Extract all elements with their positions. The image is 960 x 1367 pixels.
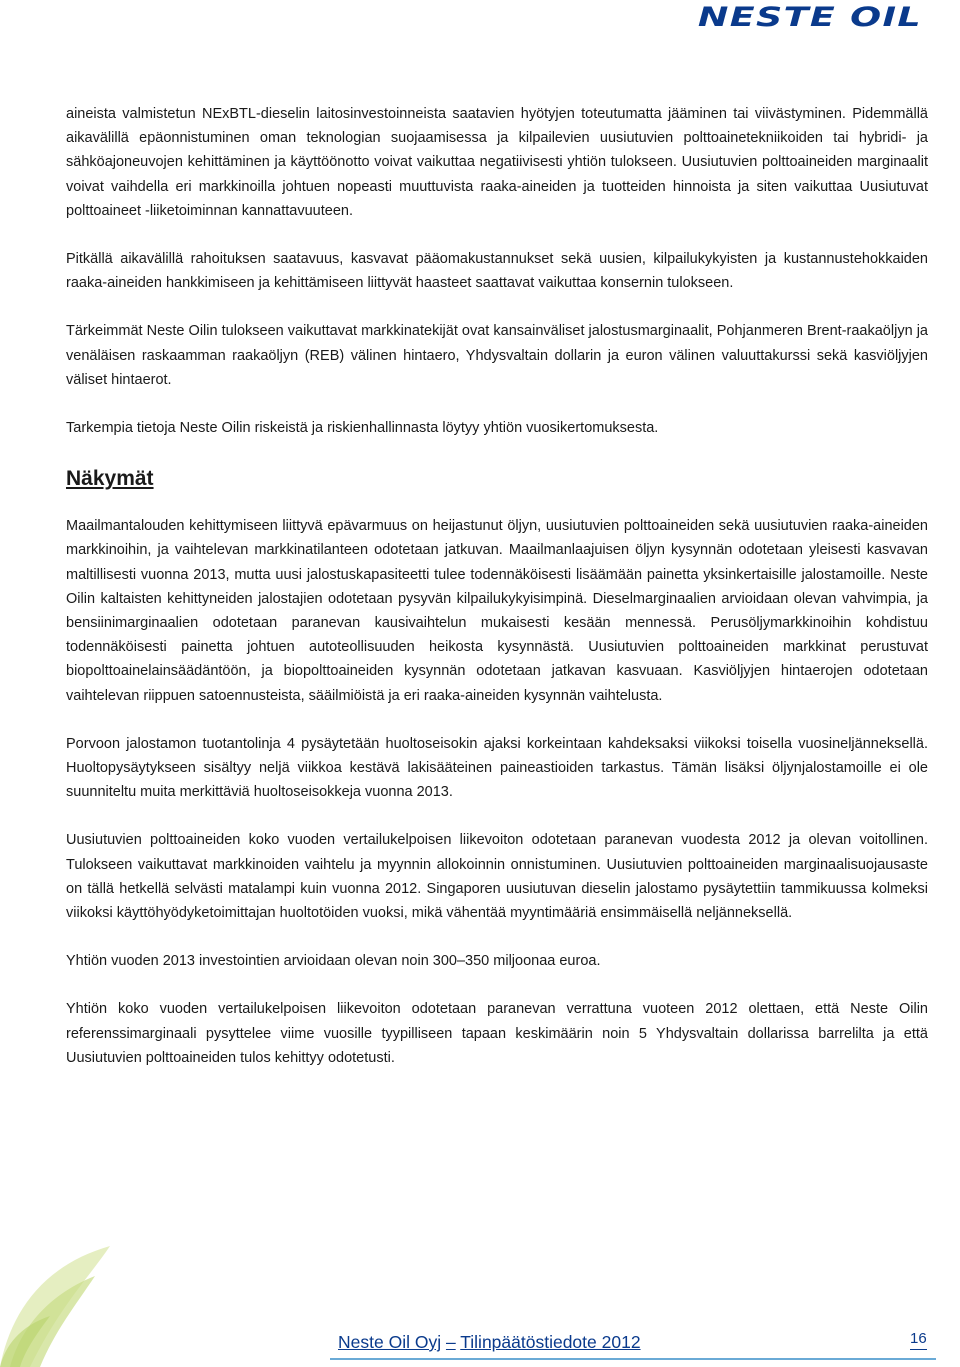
footer-separator: – <box>445 1332 456 1352</box>
footer-title <box>338 1332 641 1353</box>
paragraph-porvoo-shutdown: Porvoon jalostamon tuotantolinja 4 pysäytetään huoltoseisokin ajaksi korkeintaan kahdeksaksi viikoksi toisella vuosineljänneksellä. Huoltopysäytykseen sisältyy neljä viikkoa kestävä lakisääteinen paineastioiden tarkastus. Tämän lisäksi öljynjalostamoille ei ole suunniteltu muita merkittäviä huoltoseisokkeja vuonna 2013. <box>66 735 928 801</box>
section-heading-outlook: Näkymät <box>66 467 154 491</box>
leaf-decoration-icon <box>0 1236 120 1367</box>
paragraph-risks-renewables: aineista valmistetun NExBTL-dieselin laitosinvestoinneista saatavien hyötyjen toteutumatta jääminen tai viivästyminen. Pidemmällä aikavälillä epäonnistuminen oman teknologian suojaamisessa ja kilpailevien uusiutuvien polttoainetekniikoiden tai hybridi- ja sähköajoneuvojen kehittäminen ja käyttöönotto voivat vaikuttaa negatiivisesti yhtiön tulokseen. Uusiutuvien polttoaineiden marginaalit voivat vaihdella eri markkinoilla johtuen nopeasti muuttuvista raaka-aineiden ja tuotteiden hinnoista ja siten vaikuttaa Uusiutuvat polttoaineet -liiketoiminnan kannattavuuteen. <box>66 106 928 219</box>
paragraph-financing-risks: Pitkällä aikavälillä rahoituksen saatavuus, kasvavat pääomakustannukset sekä uusien, kilpailukykyisten ja kustannustehokkaiden raaka-aineiden hankkimiseen ja kehittämiseen liittyvät haasteet saattavat vaikuttaa konsernin tulokseen. <box>66 251 928 292</box>
document-body <box>66 102 928 1094</box>
footer-document-title: Tilinpäätöstiedote 2012 <box>460 1332 641 1352</box>
page-number: 16 <box>910 1330 927 1350</box>
paragraph-outlook-markets: Maailmantalouden kehittymiseen liittyvä epävarmuus on heijastunut öljyn, uusiutuvien polttoaineiden sekä uusiutuvien raaka-aineiden markkinoihin, ja vaihtelevan markkinatilanteen odotetaan jatkuvan. Maailmanlaajuisen öljyn kysynnän odotetaan yleisesti kasvavan maltillisesti vuonna 2013, mutta uusi jalostuskapasiteetti tulee todennäköisesti lisäämään painetta yksinkertaisille jalostamoille. Neste Oilin kaltaisten kehittyneiden jalostajien odotetaan pysyvän kilpailukykyisimpinä. Dieselmarginaalien arvioidaan olevan vahvimpia, ja bensiinimarginaalien odotetaan paranevan kausivaihtelun mukaisesti kesään mennessä. Perusöljymarkkinoihin kohdistuu todennäköisesti painetta johtuen autoteollisuuden heikosta kysynnästä. Uusiutuvien polttoaineiden markkinat perustuvat biopolttoainelainsäädäntöön, ja biopolttoaineiden kysynnän odotetaan jatkavan kasvuaan. Kasviöljyjen hintaerojen odotetaan vaihtelevan riippuen satoennusteista, sääilmiöistä ja eri raaka-aineiden kysynnän vaihtelusta. <box>66 518 928 704</box>
footer-company: Neste Oil Oyj <box>338 1332 442 1352</box>
paragraph-market-factors: Tärkeimmät Neste Oilin tulokseen vaikuttavat markkinatekijät ovat kansainväliset jalostusmarginaalit, Pohjanmeren Brent-raakaöljyn ja venäläisen raskaamman raakaöljyn (REB) välinen hintaero, Yhdysvaltain dollarin ja euron välinen valuuttakurssi sekä kasviöljyjen väliset hintaerot. <box>66 323 928 388</box>
paragraph-risk-reference: Tarkempia tietoja Neste Oilin riskeistä ja riskienhallinnasta löytyy yhtiön vuosikertomuksesta. <box>66 420 659 437</box>
paragraph-profit-guidance: Yhtiön koko vuoden vertailukelpoisen liikevoiton odotetaan paranevan verrattuna vuoteen 2012 olettaen, että Neste Oilin referenssimarginaali pysyttelee viime vuosille tyypilliseen tapaan keskimäärin noin 5 Yhdysvaltain dollarissa barrelilta ja että Uusiutuvien polttoaineiden tulos kehittyy odotetusti. <box>66 1001 928 1066</box>
footer-divider <box>330 1358 936 1360</box>
paragraph-investments: Yhtiön vuoden 2013 investointien arvioidaan olevan noin 300–350 miljoonaa euroa. <box>66 953 601 970</box>
paragraph-renewables-outlook: Uusiutuvien polttoaineiden koko vuoden vertailukelpoisen liikevoiton odotetaan paranevan vuodesta 2012 ja olevan voitollinen. Tulokseen vaikuttavat markkinoiden vaihtelu ja myynnin allokoinnin onnistuminen. Uusiutuvien polttoaineiden marginaalisuojausaste on tällä hetkellä selvästi matalampi kuin vuonna 2012. Singaporen uusiutuvan dieselin jalostamo pysäytettiin tammikuussa kolmeksi viikoksi käyttöhyödyketoimittajan huoltotöiden vuoksi, mikä vähentää myyntimääriä ensimmäisellä neljänneksellä. <box>66 832 928 922</box>
neste-oil-logo: NESTE OIL <box>697 2 922 33</box>
